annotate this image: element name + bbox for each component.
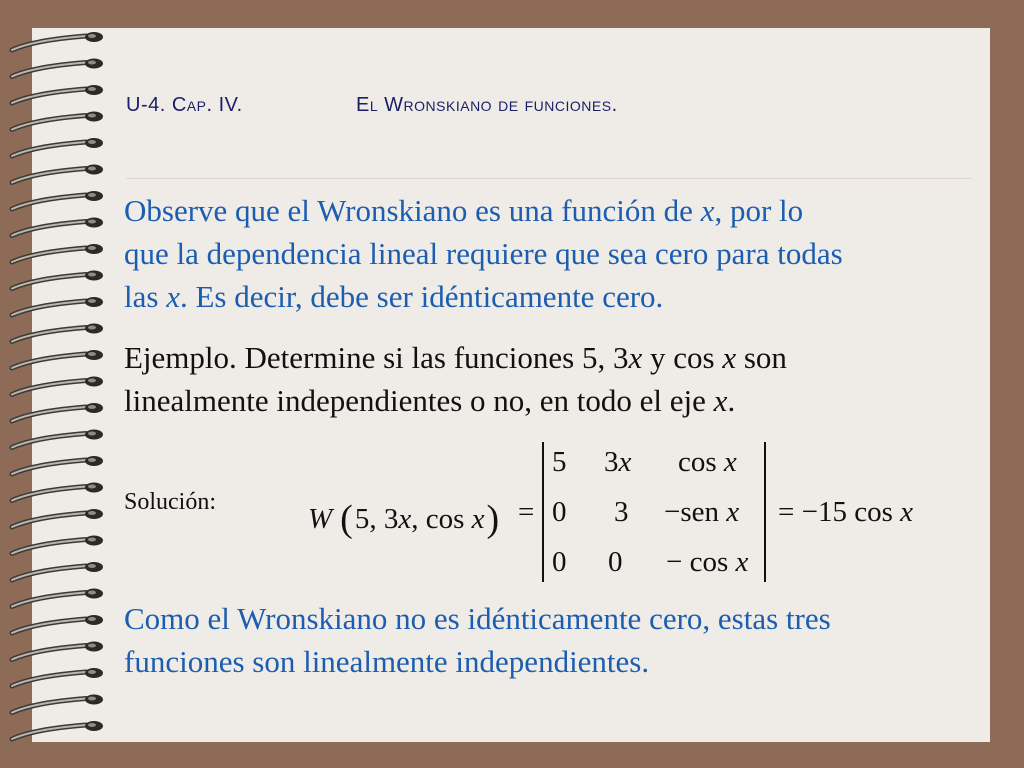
paragraph-conclusion — [124, 597, 831, 683]
solution-label: Solución: — [124, 489, 217, 515]
binding-coil — [12, 112, 103, 130]
example-line-1: Ejemplo. Determine si las funciones 5, 3x y cos x son — [124, 340, 787, 375]
paragraph-example — [124, 336, 787, 422]
binding-coil — [12, 456, 103, 474]
binding-coil — [12, 59, 103, 77]
binding-coil — [12, 589, 103, 607]
binding-coil — [12, 218, 103, 236]
equals-sign: = — [518, 496, 535, 528]
binding-coil — [12, 403, 103, 421]
wronskian-equation — [308, 440, 948, 590]
cell-r1c1: 5 — [552, 446, 567, 478]
determinant-left-bar — [542, 442, 544, 582]
binding-coil — [12, 695, 103, 713]
binding-coil — [12, 642, 103, 660]
binding-coil — [12, 430, 103, 448]
spiral-binding — [0, 0, 110, 768]
right-paren: ) — [486, 498, 500, 540]
binding-coil — [12, 32, 103, 50]
cell-r2c1: 0 — [552, 496, 567, 528]
section-title: El Wronskiano de funciones. — [356, 94, 618, 116]
binding-coil — [12, 721, 103, 739]
binding-coil — [12, 615, 103, 633]
cell-r3c3: − cos x — [666, 546, 749, 578]
paragraph-observation — [124, 189, 843, 318]
observation-line-2: que la dependencia lineal requiere que sea cero para todas — [124, 236, 843, 271]
binding-coil — [12, 165, 103, 183]
observation-line-3: las x. Es decir, debe ser idénticamente cero. — [124, 279, 664, 314]
header-divider — [126, 178, 972, 179]
cell-r3c1: 0 — [552, 546, 567, 578]
equation-rhs: = −15 cos x — [778, 496, 913, 528]
binding-coil — [12, 324, 103, 342]
binding-coil — [12, 668, 103, 686]
binding-coil — [12, 509, 103, 527]
conclusion-line-1: Como el Wronskiano no es idénticamente cero, estas tres — [124, 601, 831, 636]
cell-r2c2: 3 — [614, 496, 629, 528]
example-line-2: linealmente independientes o no, en todo el eje x. — [124, 383, 736, 418]
binding-coil — [12, 191, 103, 209]
cell-r3c2: 0 — [608, 546, 623, 578]
binding-coil — [12, 483, 103, 501]
binding-coil — [12, 377, 103, 395]
left-paren: ( — [340, 498, 353, 540]
determinant-right-bar — [764, 442, 766, 582]
binding-coil — [12, 271, 103, 289]
binding-coil — [12, 244, 103, 262]
binding-coil — [12, 562, 103, 580]
binding-coil — [12, 350, 103, 368]
binding-coil — [12, 536, 103, 554]
observation-line-1: Observe que el Wronskiano es una función de x, por lo — [124, 193, 804, 228]
wronskian-symbol: W — [308, 503, 333, 535]
cell-r2c3: −sen x — [664, 496, 740, 528]
cell-r1c2: 3x — [604, 446, 632, 478]
binding-coil — [12, 297, 103, 315]
equation-lhs: W (5, 3x, cos x) — [308, 498, 500, 540]
section-code: U-4. Cap. IV. — [126, 94, 243, 116]
binding-coil — [12, 138, 103, 156]
cell-r1c3: cos x — [678, 446, 737, 478]
conclusion-line-2: funciones son linealmente independientes. — [124, 644, 650, 679]
binding-coil — [12, 85, 103, 103]
